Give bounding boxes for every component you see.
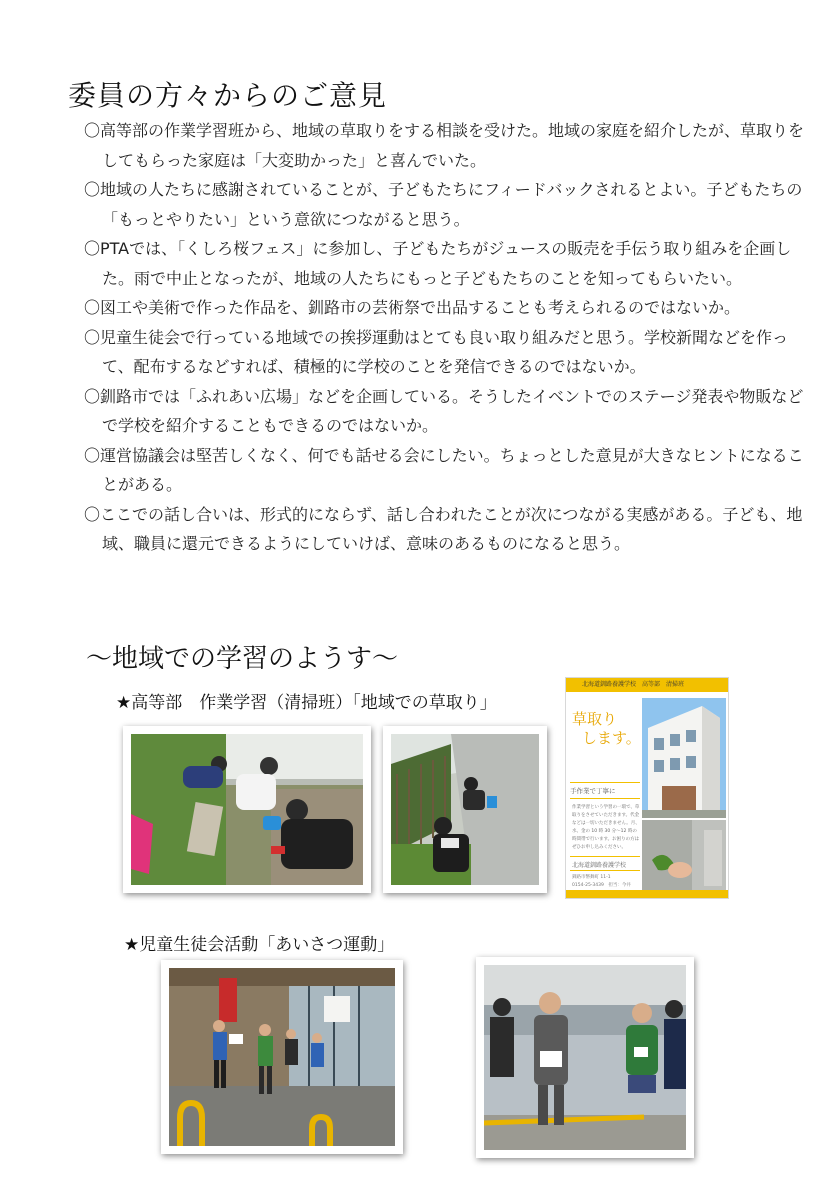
flyer-title (572, 710, 641, 748)
weeding-flyer (565, 677, 729, 899)
flyer-address: 釧路市幣舞町 11-1 (572, 875, 611, 880)
flyer-header: 北海道釧路養護学校 高等部 清掃班 (566, 678, 728, 692)
flyer-body-text: 作業学習という学習の一環で、草取りをさせていただきます。代金などは一切いただきません。月、水、金の 10 時 30 分～12 時の時間帯で行います。お困りの方はぜひお申し込みください。 (572, 805, 640, 850)
flyer-school-name: 北海道釧路養護学校 (572, 862, 627, 869)
opinion-item: 〇児童生徒会で行っている地域での挨拶運動はとても良い取り組みだと思う。学校新聞などを作って、配布するなどすれば、積極的に学校のことを発信できるのではないか。 (84, 327, 789, 376)
opinion-item: 〇PTAでは、「くしろ桜フェス」に参加し、子どもたちがジュースの販売を手伝う取り組みを企画した。雨で中止となったが、地域の人たちにもっと子どもたちのことを知ってもらいたい。 (84, 239, 792, 288)
photo-weeding-fence (383, 726, 547, 893)
flyer-footer-bar (566, 890, 728, 898)
flyer-title-line2: します。 (582, 729, 641, 747)
photo-greeting-students (476, 957, 694, 1158)
section-title-community-learning: ～地域での学習のようす～ (86, 644, 399, 674)
caption-weeding: ★高等部 作業学習（清掃班）「地域での草取り」 (116, 693, 497, 713)
flyer-divider (570, 856, 640, 857)
opinion-item: 〇ここでの話し合いは、形式的にならず、話し合われたことが次につながる実感がある。子ども、地域、職員に還元できるようにしていけば、意味のあるものになると思う。 (84, 504, 803, 553)
flyer-divider (570, 870, 640, 871)
opinion-item: 〇図工や美術で作った作品を、釧路市の芸術祭で出品することも考えられるのではないか。 (84, 298, 741, 317)
page-title: 委員の方々からのご意見 (68, 79, 388, 112)
opinion-item: 〇地域の人たちに感謝されていることが、子どもたちにフィードバックされるとよい。子どもたちの「もっとやりたい」という意欲につながると思う。 (84, 180, 803, 229)
flyer-contact (572, 874, 631, 890)
opinion-list (84, 116, 804, 559)
flyer-weeding-closeup-image (642, 820, 726, 890)
flyer-divider (570, 782, 640, 783)
flyer-phone: 0154-25-3439 担当：今井 (572, 883, 631, 888)
flyer-title-line1: 草取り (572, 710, 618, 728)
photo-weeding-yard (123, 726, 371, 893)
flyer-subtitle: 手作業で丁寧に (570, 787, 616, 795)
opinion-item: 〇釧路市では「ふれあい広場」などを企画している。そうしたイベントでのステージ発表や物販などで学校を紹介することもできるのではないか。 (84, 386, 804, 435)
flyer-school-building-image (642, 698, 726, 818)
caption-greeting-campaign: ★児童生徒会活動「あいさつ運動」 (124, 935, 395, 955)
flyer-divider (570, 798, 640, 799)
photo-greeting-store (161, 960, 403, 1154)
opinion-item: 〇高等部の作業学習班から、地域の草取りをする相談を受けた。地域の家庭を紹介したが、草取りをしてもらった家庭は「大変助かった」と喜んでいた。 (84, 121, 805, 170)
opinion-item: 〇運営協議会は堅苦しくなく、何でも話せる会にしたい。ちょっとした意見が大きなヒントになることがある。 (84, 445, 804, 494)
